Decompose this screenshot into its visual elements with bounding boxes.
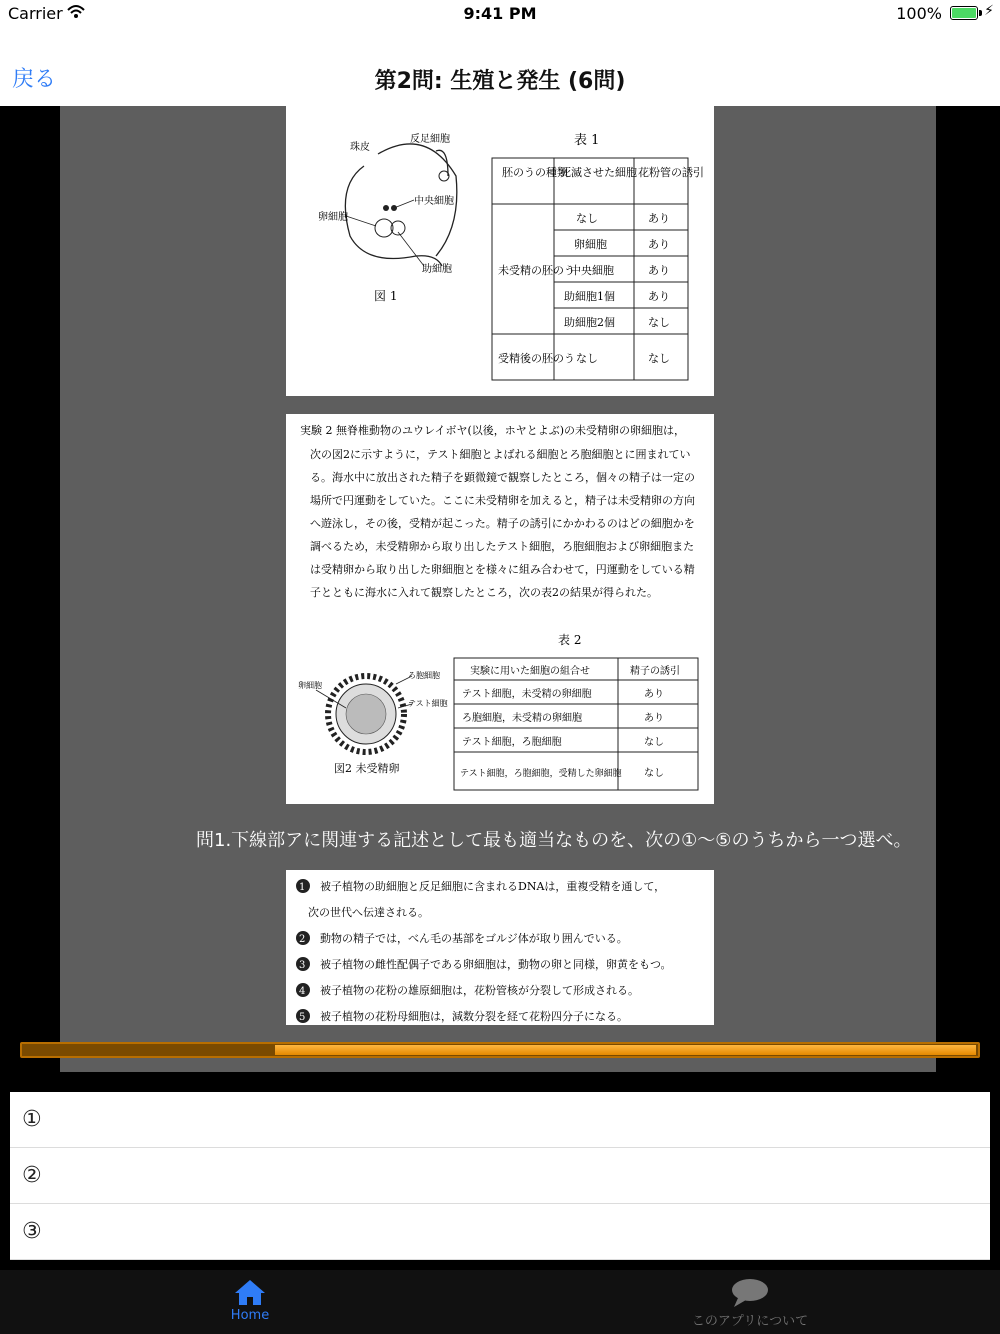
table2-cell: テスト細胞，未受精の卵細胞: [462, 689, 592, 700]
table1-cell: あり: [648, 290, 670, 303]
option-text: 動物の精子では，べん毛の基部をゴルジ体が取り囲んでいる。: [320, 932, 628, 945]
label-egg-cell: 卵細胞: [298, 681, 322, 690]
table2-title: 表 2: [558, 633, 582, 647]
table2-cell: なし: [644, 768, 664, 779]
experiment-line: る。海水中に放出された精子を顕微鏡で観察したところ，個々の精子は一定の: [310, 471, 695, 484]
question-text: 問1.下線部アに関連する記述として最も適当なものを、次の①〜⑤のうちから一つ選べ。: [196, 830, 912, 851]
tab-about-label: このアプリについて: [691, 1314, 809, 1329]
table1-header: 胚のうの種類: [502, 166, 568, 179]
options-page: [286, 870, 714, 1025]
battery-percentage: 100%: [896, 4, 942, 23]
table1-group: 受精後の胚のう: [498, 352, 575, 365]
table2-cell: あり: [644, 713, 664, 724]
charging-icon: ⚡: [984, 3, 994, 19]
label-integument: 珠皮: [350, 142, 370, 153]
experiment-line: 子とともに海水に入れて観察したところ，次の表2の結果が得られた。: [310, 586, 658, 599]
option-text: 被子植物の花粉の雄原細胞は，花粉管核が分裂して形成される。: [320, 984, 639, 997]
label-egg: 卵細胞: [318, 212, 348, 223]
battery-icon: [950, 6, 978, 20]
option-number: 4: [299, 986, 306, 997]
embryo-sac-diagram: [286, 106, 714, 396]
answer-option-3[interactable]: ③: [10, 1204, 990, 1260]
table1-cell: なし: [648, 352, 670, 365]
table1-cell: あり: [648, 212, 670, 225]
tab-home-label: Home: [230, 1308, 270, 1323]
figure-caption: 図 1: [374, 289, 398, 303]
table1-cell: あり: [648, 264, 670, 277]
progress-fill: [275, 1045, 976, 1055]
clock: 9:41 PM: [463, 4, 537, 23]
page-title: 第2問: 生殖と発生 (6問): [374, 69, 626, 94]
question-viewer[interactable]: [0, 106, 1000, 1072]
table1-cell: なし: [576, 212, 598, 225]
tab-home[interactable]: [150, 1278, 350, 1323]
answer-option-2[interactable]: ②: [10, 1148, 990, 1204]
table2-cell: なし: [644, 737, 664, 748]
table1-cell: 中央細胞: [570, 264, 614, 277]
experiment-line: へ遊泳し，その後，受精が起こった。精子の誘引にかかわるのはどの細胞かを: [310, 517, 695, 530]
chat-bubble-icon: [730, 1278, 770, 1308]
figure2-caption: 図2 未受精卵: [334, 762, 400, 775]
experiment-2-page: [286, 414, 714, 804]
table2-cell: テスト細胞，ろ胞細胞，受精した卵細胞: [460, 769, 622, 779]
label-antipodal: 反足細胞: [410, 134, 450, 145]
experiment-line: は受精卵から取り出した卵細胞とを様々に組み合わせて，円運動をしている精: [310, 563, 695, 576]
answer-option-1[interactable]: ①: [10, 1092, 990, 1148]
table1-cell: 助細胞2個: [564, 316, 615, 329]
answer-list: [10, 1092, 990, 1260]
table1-header: 花粉管の誘引: [638, 166, 704, 179]
table1-title: 表 1: [574, 133, 600, 148]
option-text: 被子植物の雌性配偶子である卵細胞は，動物の卵と同様，卵黄をもつ。: [320, 958, 672, 971]
table2-cell: テスト細胞，ろ胞細胞: [462, 737, 562, 748]
label-central: 中央細胞: [414, 196, 454, 207]
table1-cell: 助細胞1個: [564, 290, 615, 303]
table1-cell: あり: [648, 238, 670, 251]
option-number: 2: [299, 934, 306, 945]
status-bar: [0, 0, 1000, 28]
navigation-bar: [0, 28, 1000, 107]
option-number: 3: [299, 960, 306, 971]
label-follicle-cell: ろ胞細胞: [408, 671, 440, 680]
experiment-line: 次の図2に示すように，テスト細胞とよばれる細胞とろ胞細胞とに囲まれてい: [310, 448, 691, 461]
table2-header: 実験に用いた細胞の組合せ: [470, 666, 590, 677]
table2-cell: あり: [644, 689, 664, 700]
home-icon: [233, 1278, 267, 1306]
tab-about[interactable]: [650, 1278, 850, 1329]
option-text: 次の世代へ伝達される。: [308, 906, 429, 919]
progress-bar: [20, 1042, 980, 1058]
table1-cell: 卵細胞: [574, 238, 607, 251]
option-text: 被子植物の花粉母細胞は，減数分裂を経て花粉四分子になる。: [320, 1010, 628, 1023]
table1-group: 未受精の胚のう: [498, 264, 575, 277]
carrier-label: Carrier: [8, 4, 63, 23]
option-number: 1: [299, 882, 306, 893]
table1-cell: なし: [576, 352, 598, 365]
experiment-line: 調べるため，未受精卵から取り出したテスト細胞，ろ胞細胞および卵細胞また: [310, 540, 695, 553]
scanned-figure-1: [286, 106, 714, 396]
tab-bar: [0, 1270, 1000, 1334]
experiment-line: 場所で円運動をしていた。ここに未受精卵を加えると，精子は未受精卵の方向: [310, 494, 695, 507]
label-synergid: 助細胞: [422, 264, 452, 275]
experiment-line: 実験 2 無脊椎動物のユウレイボヤ(以後，ホヤとよぶ)の未受精卵の卵細胞は，: [300, 424, 686, 437]
table1-header: 死滅させた細胞: [560, 166, 637, 179]
option-text: 被子植物の助細胞と反足細胞に含まれるDNAは，重複受精を通して，: [320, 880, 666, 893]
table1-cell: なし: [648, 316, 670, 329]
unfertilized-egg-diagram: [316, 676, 412, 752]
scanned-options: [286, 870, 714, 1025]
back-button[interactable]: 戻る: [12, 67, 57, 92]
table2-cell: ろ胞細胞，未受精の卵細胞: [462, 713, 582, 724]
option-number: 5: [299, 1012, 306, 1023]
question-sheet: [60, 106, 936, 1072]
label-test-cell: テスト細胞: [408, 699, 448, 708]
table2-header: 精子の誘引: [630, 666, 680, 677]
scanned-experiment-2: [286, 414, 714, 804]
